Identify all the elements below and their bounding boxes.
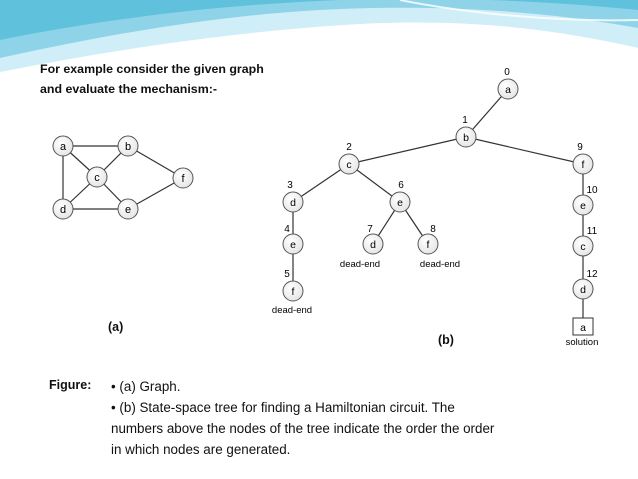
dead-end-label: dead-end [419,259,461,270]
node-label: f [581,159,585,171]
tree-node-2 [339,142,359,174]
node-label: f [181,173,185,185]
intro-line-2: and evaluate the mechanism:- [40,82,217,96]
tree-node-10 [573,185,598,215]
graph-a-node-a [53,136,73,156]
dead-end-label: dead-end [339,259,381,270]
figure-line-4: in which nodes are generated. [111,442,291,457]
node-label: b [463,132,469,144]
tree-node-1 [456,115,476,147]
tree-b-edges [293,89,586,318]
intro-line-1: For example consider the given graph [40,62,264,76]
graph-a-node-d [53,199,73,219]
graph-a-node-c [87,167,107,187]
order-number: 2 [346,142,352,153]
node-label: d [290,197,296,209]
node-label: b [124,141,132,153]
order-number: 10 [586,185,598,196]
node-label: d [580,284,586,296]
figure-line-3: numbers above the nodes of the tree indicate the order the order [111,421,495,436]
node-label: f [426,239,430,251]
order-number: 6 [398,180,404,191]
node-label: a [580,322,586,334]
dead-end-label: dead-end [271,305,313,316]
order-number: 12 [586,269,598,280]
order-number: 7 [367,224,373,235]
tree-node-12 [573,269,598,299]
node-label: a [505,84,511,96]
figure-label: Figure: [49,378,92,392]
graph-a-node-e [118,199,138,219]
order-number: 8 [430,224,436,235]
graph-a-node-b [118,136,138,156]
node-label: c [580,241,586,253]
node-label: e [397,197,403,209]
order-number: 4 [284,224,290,235]
order-number: 1 [462,115,468,126]
node-label: d [370,239,376,251]
order-number: 11 [586,226,598,237]
node-label: f [291,286,295,298]
tree-node-7 [363,224,383,254]
graph-a-node-f [173,168,193,188]
order-number: 9 [577,142,583,153]
node-label: c [94,172,100,184]
tree-node-solution [573,318,593,335]
graph-a-edges [63,146,183,209]
tree-node-3 [283,180,303,212]
edge-b-f [466,137,583,164]
order-number: 0 [504,67,510,78]
caption-a: (a) [108,320,124,334]
node-label: e [124,204,132,216]
edge-b-c [349,137,466,164]
caption-b: (b) [438,333,454,347]
order-number: 5 [284,269,290,280]
node-label: d [59,204,67,216]
tree-node-6 [390,180,410,212]
tree-node-11 [573,226,598,256]
figure-caption [111,376,611,460]
node-label: a [59,141,67,153]
tree-node-8 [418,224,438,254]
tree-node-0 [498,67,518,99]
node-label: e [580,200,586,212]
tree-node-9 [573,142,593,174]
order-number: 3 [287,180,293,191]
node-label: e [290,239,296,251]
solution-label: solution [565,337,599,348]
figure-line-2: • (b) State-space tree for finding a Hamiltonian circuit. The [111,400,455,415]
node-label: c [346,159,352,171]
figure-line-1: • (a) Graph. [111,379,181,394]
